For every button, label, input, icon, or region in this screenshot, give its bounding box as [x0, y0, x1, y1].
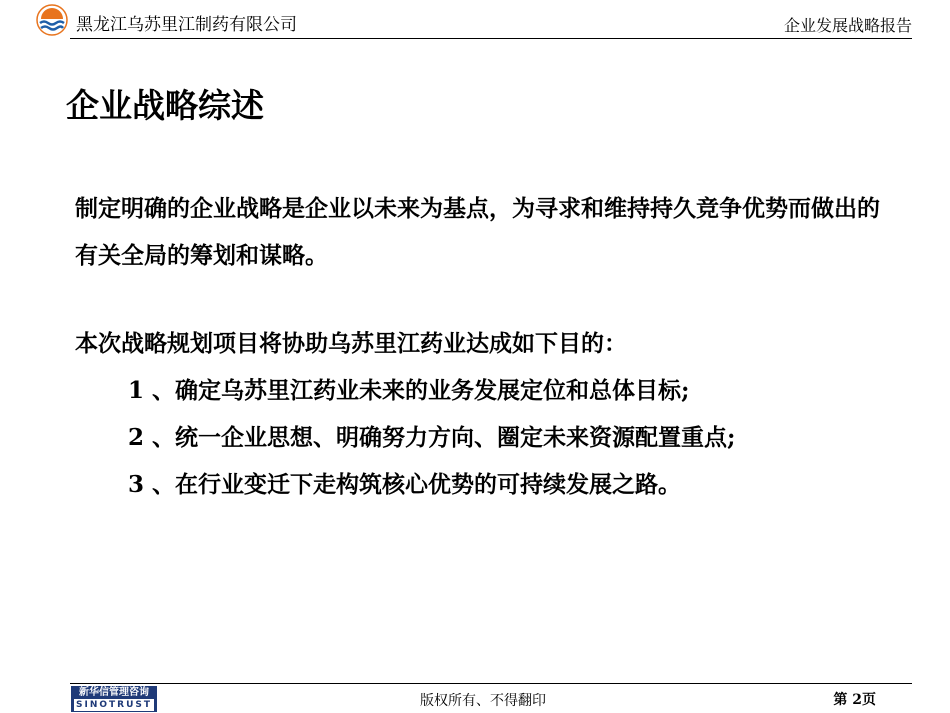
slide-header	[0, 0, 950, 40]
copyright-notice: 版权所有、不得翻印	[420, 693, 546, 709]
sun-over-waves-logo-icon	[36, 4, 68, 36]
slide-title: 企业战略综述	[66, 86, 264, 125]
company-name: 黑龙江乌苏里江制药有限公司	[76, 15, 297, 35]
page-number: 第 2页	[833, 692, 876, 708]
project-goals-intro: 本次战略规划项目将协助乌苏里江药业达成如下目的：	[75, 330, 627, 357]
sinotrust-logo-icon	[71, 686, 157, 712]
footer-logo-en-text: SINOTRUST	[75, 700, 152, 710]
slide-content	[75, 185, 895, 508]
strategy-definition-paragraph: 制定明确的企业战略是企业以未来为基点，为寻求和维持持久竞争优势而做出的有关全局的筹划和谋略。	[75, 195, 880, 269]
header-divider	[70, 38, 912, 39]
report-title: 企业发展战略报告	[783, 16, 912, 35]
goal-item: 2 、统一企业思想、明确努力方向、圈定未来资源配置重点;	[128, 424, 736, 451]
project-goals-list	[75, 367, 895, 508]
footer-divider	[70, 683, 912, 684]
goal-item: 1 、确定乌苏里江药业未来的业务发展定位和总体目标;	[128, 377, 690, 404]
goal-item: 3 、在行业变迁下走构筑核心优势的可持续发展之路。	[128, 471, 682, 498]
footer-logo-cn-text: 新华信管理咨询	[79, 687, 149, 698]
